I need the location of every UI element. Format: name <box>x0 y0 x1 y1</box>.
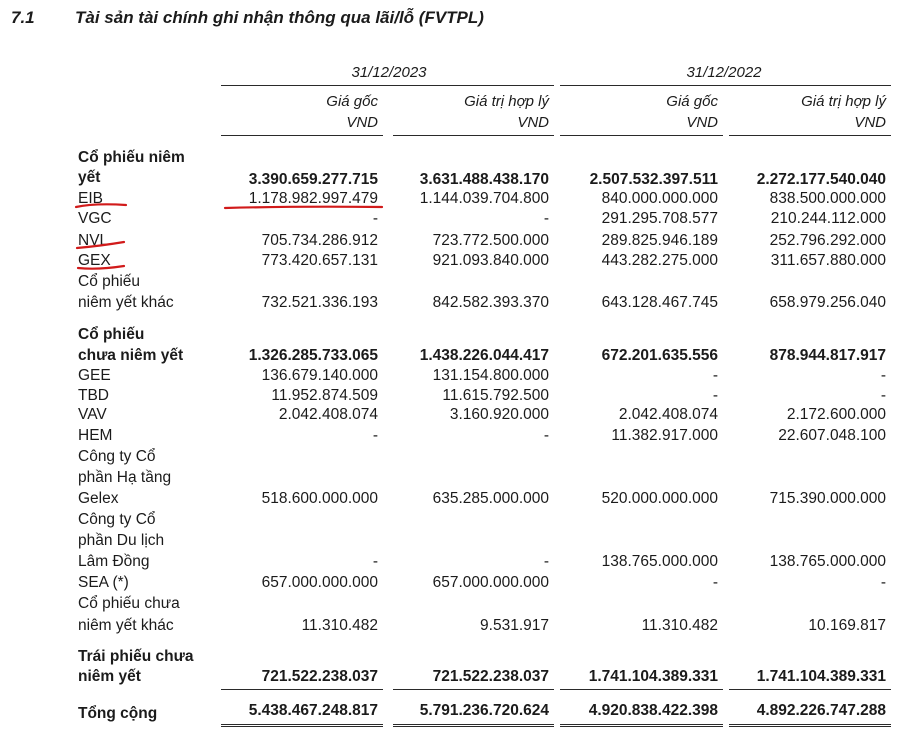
cell: 289.825.946.189 <box>601 232 718 249</box>
row-label-sea: SEA (*) <box>78 574 129 591</box>
row-label-lamdong: Lâm Đồng <box>78 553 150 570</box>
section-title: Tài sản tài chính ghi nhận thông qua lãi/lỗ (FVTPL) <box>75 8 484 27</box>
cell: 657.000.000.000 <box>432 574 549 591</box>
cell: 2.272.177.540.040 <box>756 171 886 188</box>
cell: 1.741.104.389.331 <box>588 668 718 685</box>
row-label-nvl: NVL <box>78 232 109 249</box>
row-label-vav: VAV <box>78 406 107 423</box>
gex-underline-mark <box>78 266 124 269</box>
cell: 643.128.467.745 <box>601 294 718 311</box>
row-label-unlisted-other: niêm yết khác <box>78 617 174 634</box>
eib-underline-mark <box>76 204 126 207</box>
cell: - <box>880 367 886 384</box>
cell: - <box>543 210 549 227</box>
row-label-tbd: TBD <box>78 387 109 404</box>
row-label-lamdong: phần Du lịch <box>78 532 165 549</box>
cell: 635.285.000.000 <box>432 490 549 507</box>
row-label-bonds: Trái phiếu chưa <box>78 648 194 665</box>
period-2023: 31/12/2023 <box>351 64 427 81</box>
cell: 721.522.238.037 <box>432 668 549 685</box>
cell: 5.791.236.720.624 <box>419 702 549 719</box>
cell: 291.295.708.577 <box>601 210 718 227</box>
row-label-gex: GEX <box>78 252 111 269</box>
cell: 732.521.336.193 <box>261 294 378 311</box>
cell: 657.000.000.000 <box>261 574 378 591</box>
row-label-listed-other: Cổ phiếu <box>78 273 141 290</box>
cell: 838.500.000.000 <box>769 190 886 207</box>
cell: - <box>880 387 886 404</box>
cell: 2.507.532.397.511 <box>589 171 718 188</box>
cell: 705.734.286.912 <box>261 232 378 249</box>
cell: 518.600.000.000 <box>261 490 378 507</box>
cell: - <box>880 574 886 591</box>
cell: - <box>372 553 378 570</box>
cell: 2.172.600.000 <box>786 406 886 423</box>
cell: 210.244.112.000 <box>770 210 886 227</box>
row-label-listed-other: niêm yết khác <box>78 294 174 311</box>
cell: 878.944.817.917 <box>769 347 886 364</box>
column-header-fair-2022: Giá trị hợp lý VND <box>801 93 886 131</box>
row-label-unlisted: chưa niêm yết <box>78 347 184 364</box>
row-label-unlisted: Cổ phiếu <box>78 326 145 343</box>
cell: - <box>543 427 549 444</box>
cell: 11.382.917.000 <box>611 427 718 444</box>
row-label-hem: HEM <box>78 427 113 444</box>
cell: - <box>712 367 718 384</box>
cell: - <box>712 387 718 404</box>
cell: 10.169.817 <box>808 617 886 634</box>
cell: 715.390.000.000 <box>769 490 886 507</box>
row-label-eib: EIB <box>78 190 103 207</box>
cell: - <box>372 210 378 227</box>
cell: 136.679.140.000 <box>261 367 378 384</box>
cell: 2.042.408.074 <box>618 406 718 423</box>
row-label-listed: yết <box>78 169 101 186</box>
cell: 658.979.256.040 <box>769 294 886 311</box>
column-header-fair-2023: Giá trị hợp lý VND <box>464 93 549 131</box>
cell: 9.531.917 <box>480 617 549 634</box>
cell: 1.144.039.704.800 <box>419 190 549 207</box>
cell: 5.438.467.248.817 <box>248 702 378 719</box>
cell: 4.892.226.747.288 <box>756 702 886 719</box>
eib-value-underline-mark <box>225 207 382 208</box>
cell: 520.000.000.000 <box>601 490 718 507</box>
cell: 22.607.048.100 <box>778 427 886 444</box>
row-label-gelex: phần Hạ tầng <box>78 469 172 486</box>
cell: 138.765.000.000 <box>601 553 718 570</box>
cell: 1.326.285.733.065 <box>248 347 378 364</box>
cell: 311.657.880.000 <box>770 252 886 269</box>
cell: 11.310.482 <box>641 617 718 634</box>
cell: 773.420.657.131 <box>261 252 378 269</box>
column-header-cost-2023: Giá gốc VND <box>326 93 378 131</box>
cell: 443.282.275.000 <box>601 252 718 269</box>
row-label-unlisted-other: Cổ phiếu chưa <box>78 595 180 612</box>
row-label-listed: Cổ phiếu niêm <box>78 149 185 166</box>
row-label-total: Tổng cộng <box>78 705 158 722</box>
cell: 842.582.393.370 <box>432 294 549 311</box>
cell: 3.390.659.277.715 <box>248 171 378 188</box>
nvl-underline-mark <box>77 242 124 248</box>
cell: 840.000.000.000 <box>601 190 718 207</box>
row-label-vgc: VGC <box>78 210 112 227</box>
cell: 11.615.792.500 <box>442 387 549 404</box>
cell: 3.631.488.438.170 <box>419 171 549 188</box>
cell: - <box>543 553 549 570</box>
row-label-bonds: niêm yết <box>78 668 141 685</box>
cell: 4.920.838.422.398 <box>588 702 718 719</box>
cell: 672.201.635.556 <box>601 347 718 364</box>
row-label-gelex: Gelex <box>78 490 119 507</box>
cell: 11.310.482 <box>301 617 378 634</box>
cell: 11.952.874.509 <box>271 387 378 404</box>
cell: 1.178.982.997.479 <box>248 190 378 207</box>
section-number: 7.1 <box>11 8 35 27</box>
cell: 723.772.500.000 <box>432 232 549 249</box>
period-2022: 31/12/2022 <box>686 64 762 81</box>
cell: - <box>372 427 378 444</box>
cell: 921.093.840.000 <box>432 252 549 269</box>
cell: 721.522.238.037 <box>261 668 378 685</box>
cell: - <box>712 574 718 591</box>
cell: 138.765.000.000 <box>769 553 886 570</box>
row-label-gelex: Công ty Cổ <box>78 448 156 465</box>
cell: 3.160.920.000 <box>449 406 549 423</box>
cell: 2.042.408.074 <box>278 406 378 423</box>
row-label-lamdong: Công ty Cổ <box>78 511 156 528</box>
cell: 252.796.292.000 <box>769 232 886 249</box>
column-header-cost-2022: Giá gốc VND <box>666 93 718 131</box>
row-label-gee: GEE <box>78 367 111 384</box>
cell: 131.154.800.000 <box>432 367 549 384</box>
cell: 1.741.104.389.331 <box>756 668 886 685</box>
cell: 1.438.226.044.417 <box>419 347 549 364</box>
